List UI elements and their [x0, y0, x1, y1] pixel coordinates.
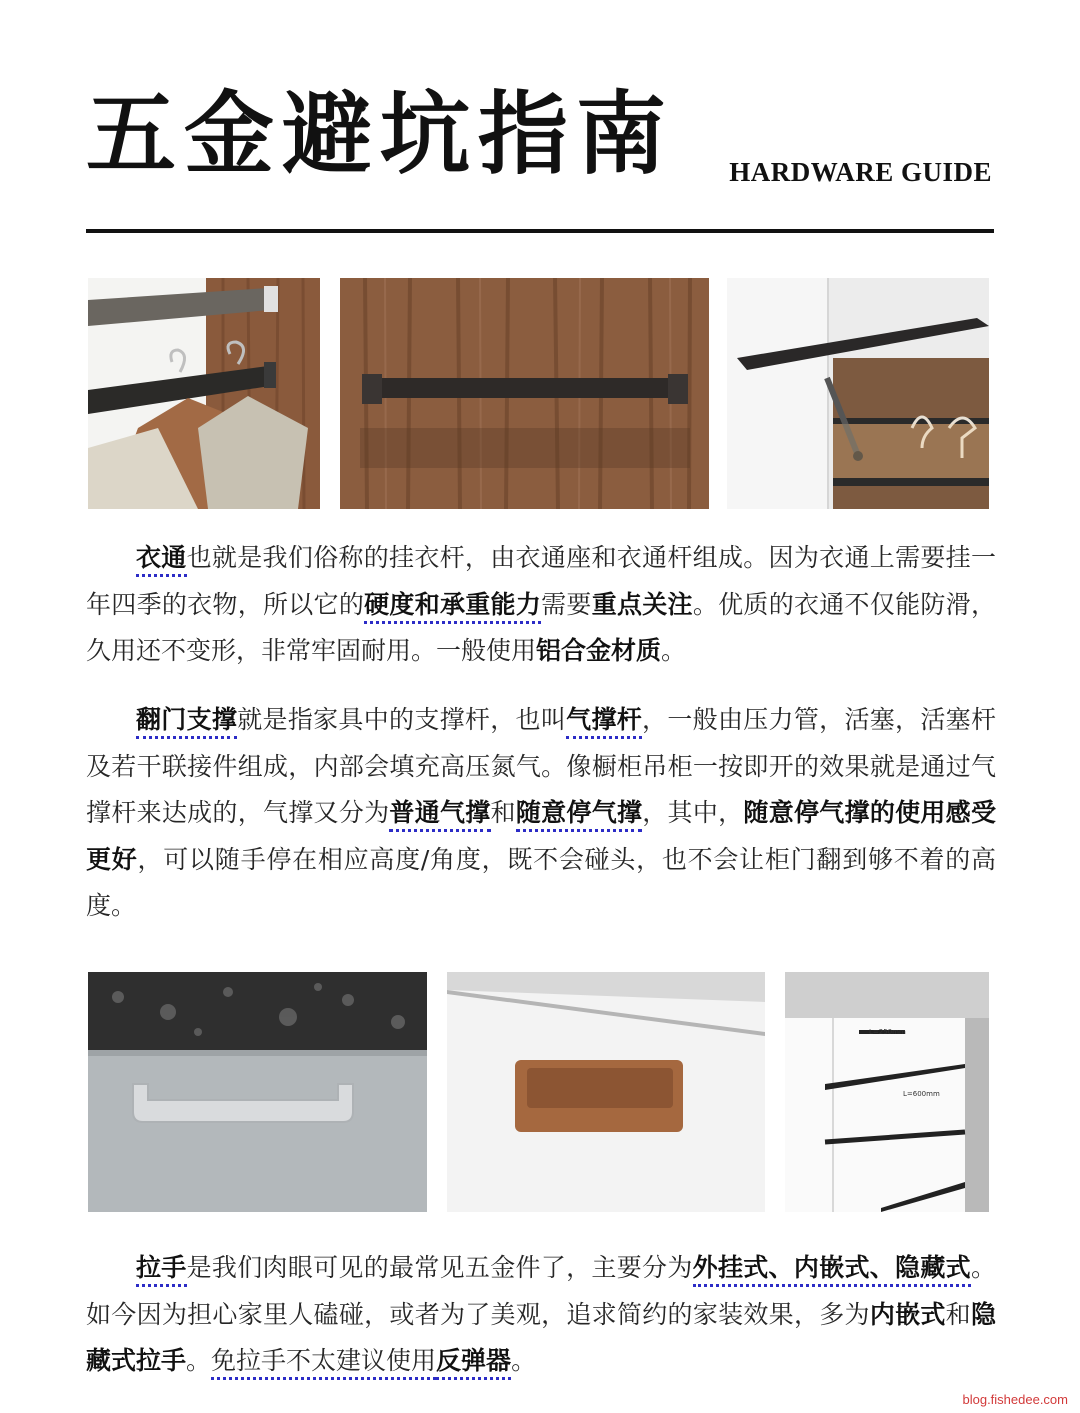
photo-recessed-handle [447, 972, 765, 1212]
handle-length-label-top: L=250mm [869, 1028, 906, 1036]
text-segment: ，其中， [642, 798, 744, 827]
highlight-hardness: 硬度和承重能力 [364, 590, 541, 624]
page-subtitle: HARDWARE GUIDE [729, 157, 992, 187]
highlight-recessed: 内嵌式 [869, 1299, 946, 1329]
text-segment: 是我们肉眼可见的最常见五金件了，主要分为 [186, 1253, 693, 1282]
photo-wardrobe-rail-wood [340, 278, 709, 509]
photo-wardrobe-rail-hangers [88, 278, 320, 509]
highlight-free-stop-strut: 随意停气撑 [516, 798, 642, 832]
highlight-normal-strut: 普通气撑 [389, 798, 490, 832]
highlight-hidden-handle: 隐藏式拉手 [86, 1299, 996, 1375]
highlight-gas-strut: 气撑杆 [566, 705, 642, 739]
text-segment: 。优质的衣通不仅能防滑，久用还不变形，非常牢固耐用。一般使用 [86, 589, 996, 665]
page-title: 五金避坑指南 [86, 81, 674, 187]
term-handles: 拉手 [136, 1253, 187, 1287]
text-segment: 。 [186, 1346, 212, 1375]
highlight-push-latch: 反弹器 [436, 1346, 511, 1380]
photo-hidden-handle [785, 972, 989, 1212]
text-segment: 和 [490, 798, 516, 827]
highlight-focus: 重点关注 [591, 589, 693, 619]
text-segment: 就是指家具中的支撑杆，也叫 [237, 705, 567, 734]
text-segment: 。 [511, 1346, 537, 1375]
highlight-better-experience: 随意停气撑的使用感受更好 [86, 798, 996, 874]
text-segment: 。如今因为担心家里人磕碰，或者为了美观，追求简约的家装效果，多为 [86, 1253, 996, 1329]
photo-gas-strut-cabinet [727, 278, 989, 509]
paragraph-handles [86, 1245, 996, 1385]
text-segment: ，可以随手停在相应高度/角度，既不会碰头，也不会让柜门翻到够不着的高度。 [86, 844, 996, 920]
term-flap-support: 翻门支撑 [136, 705, 237, 739]
text-segment: ，一般由压力管，活塞，活塞杆及若干联接件组成，内部会填充高压氮气。像橱柜吊柜一按即开的效果就是通过气撑杆来达成的，气撑又分为 [86, 705, 996, 827]
highlight-handle-types: 外挂式、内嵌式、隐藏式 [693, 1253, 971, 1287]
title-divider [86, 229, 994, 233]
paragraph-flap-support [86, 697, 996, 930]
watermark: blog.fishedee.com [962, 1392, 1068, 1407]
text-segment: 需要 [541, 589, 592, 619]
text-segment: 和 [945, 1299, 971, 1329]
paragraph-wardrobe-rail [86, 535, 996, 675]
highlight-no-handle-note: 免拉手不太建议使用 [211, 1346, 436, 1380]
term-wardrobe-rail: 衣通 [136, 543, 187, 577]
handle-length-label-bottom: L=600mm [903, 1090, 940, 1098]
text-segment: 。 [661, 636, 687, 665]
highlight-aluminum: 铝合金材质 [536, 636, 662, 665]
photo-external-handle [88, 972, 427, 1212]
text-segment: 也就是我们俗称的挂衣杆，由衣通座和衣通杆组成。因为衣通上需要挂一年四季的衣物，所以它的 [86, 543, 996, 619]
